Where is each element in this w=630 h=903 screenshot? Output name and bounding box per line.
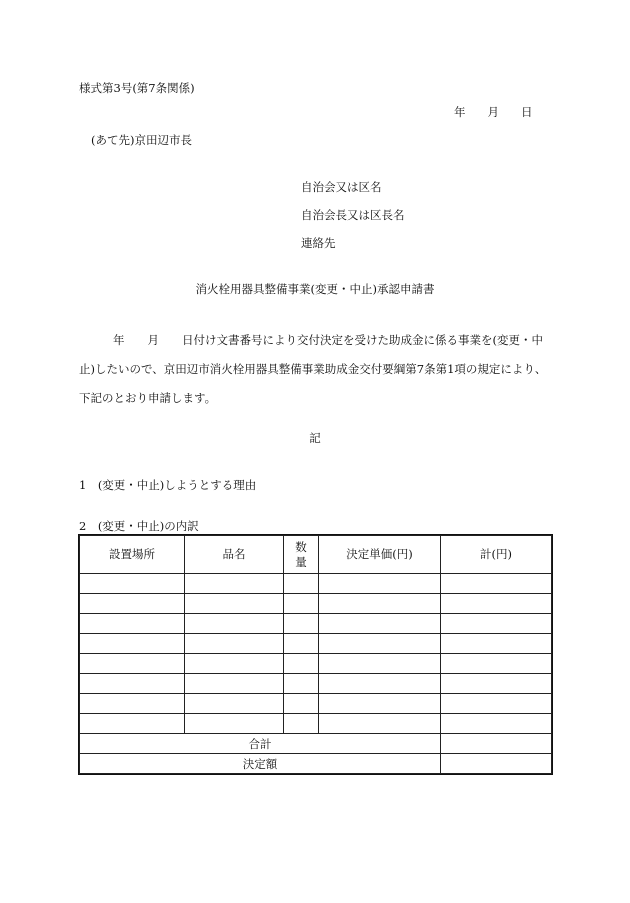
header-unit-price: 決定単価(円): [319, 536, 441, 574]
addressee: (あて先)京田辺市長: [91, 133, 192, 147]
table-row: [80, 594, 552, 614]
ki-heading: 記: [309, 431, 321, 445]
sender-block: [301, 180, 405, 264]
body-line-3: 下記のとおり申請します。: [79, 391, 217, 405]
date-month: 月: [487, 105, 499, 119]
form-number: 様式第3号(第7条関係): [79, 81, 195, 95]
header-item: 品名: [185, 536, 284, 574]
header-quantity: 数 量: [284, 536, 319, 574]
decision-label: 決定額: [80, 754, 441, 774]
date-day: 日: [521, 105, 533, 119]
table-row: [80, 714, 552, 734]
header-location: 設置場所: [80, 536, 185, 574]
header-total: 計(円): [441, 536, 552, 574]
sum-value: [441, 734, 552, 754]
decision-row: [80, 754, 552, 774]
table-row: [80, 694, 552, 714]
section-2-breakdown: 2 (変更・中止)の内訳: [79, 519, 199, 533]
sender-leader-name: 自治会長又は区長名: [301, 208, 405, 222]
sender-contact: 連絡先: [301, 236, 336, 250]
table-row: [80, 634, 552, 654]
breakdown-table: [79, 535, 552, 774]
table-row: [80, 674, 552, 694]
body-line-1: 年 月 日付け文書番号により交付決定を受けた助成金に係る事業を(変更・中: [113, 333, 543, 347]
decision-value: [441, 754, 552, 774]
date-year: 年: [454, 105, 466, 119]
body-line-2: 止)したいので、京田辺市消火栓用器具整備事業助成金交付要綱第7条第1項の規定により、: [79, 362, 547, 376]
table-row: [80, 654, 552, 674]
section-1-reason: 1 (変更・中止)しようとする理由: [79, 478, 257, 492]
date-line: [454, 105, 533, 119]
table-row: [80, 614, 552, 634]
table-row: [80, 574, 552, 594]
document-title: 消火栓用器具整備事業(変更・中止)承認申請書: [195, 282, 435, 296]
sender-org-name: 自治会又は区名: [301, 180, 382, 194]
sum-row: [80, 734, 552, 754]
body-paragraph: [79, 326, 554, 413]
table-header-row: [80, 536, 552, 574]
sum-label: 合計: [80, 734, 441, 754]
